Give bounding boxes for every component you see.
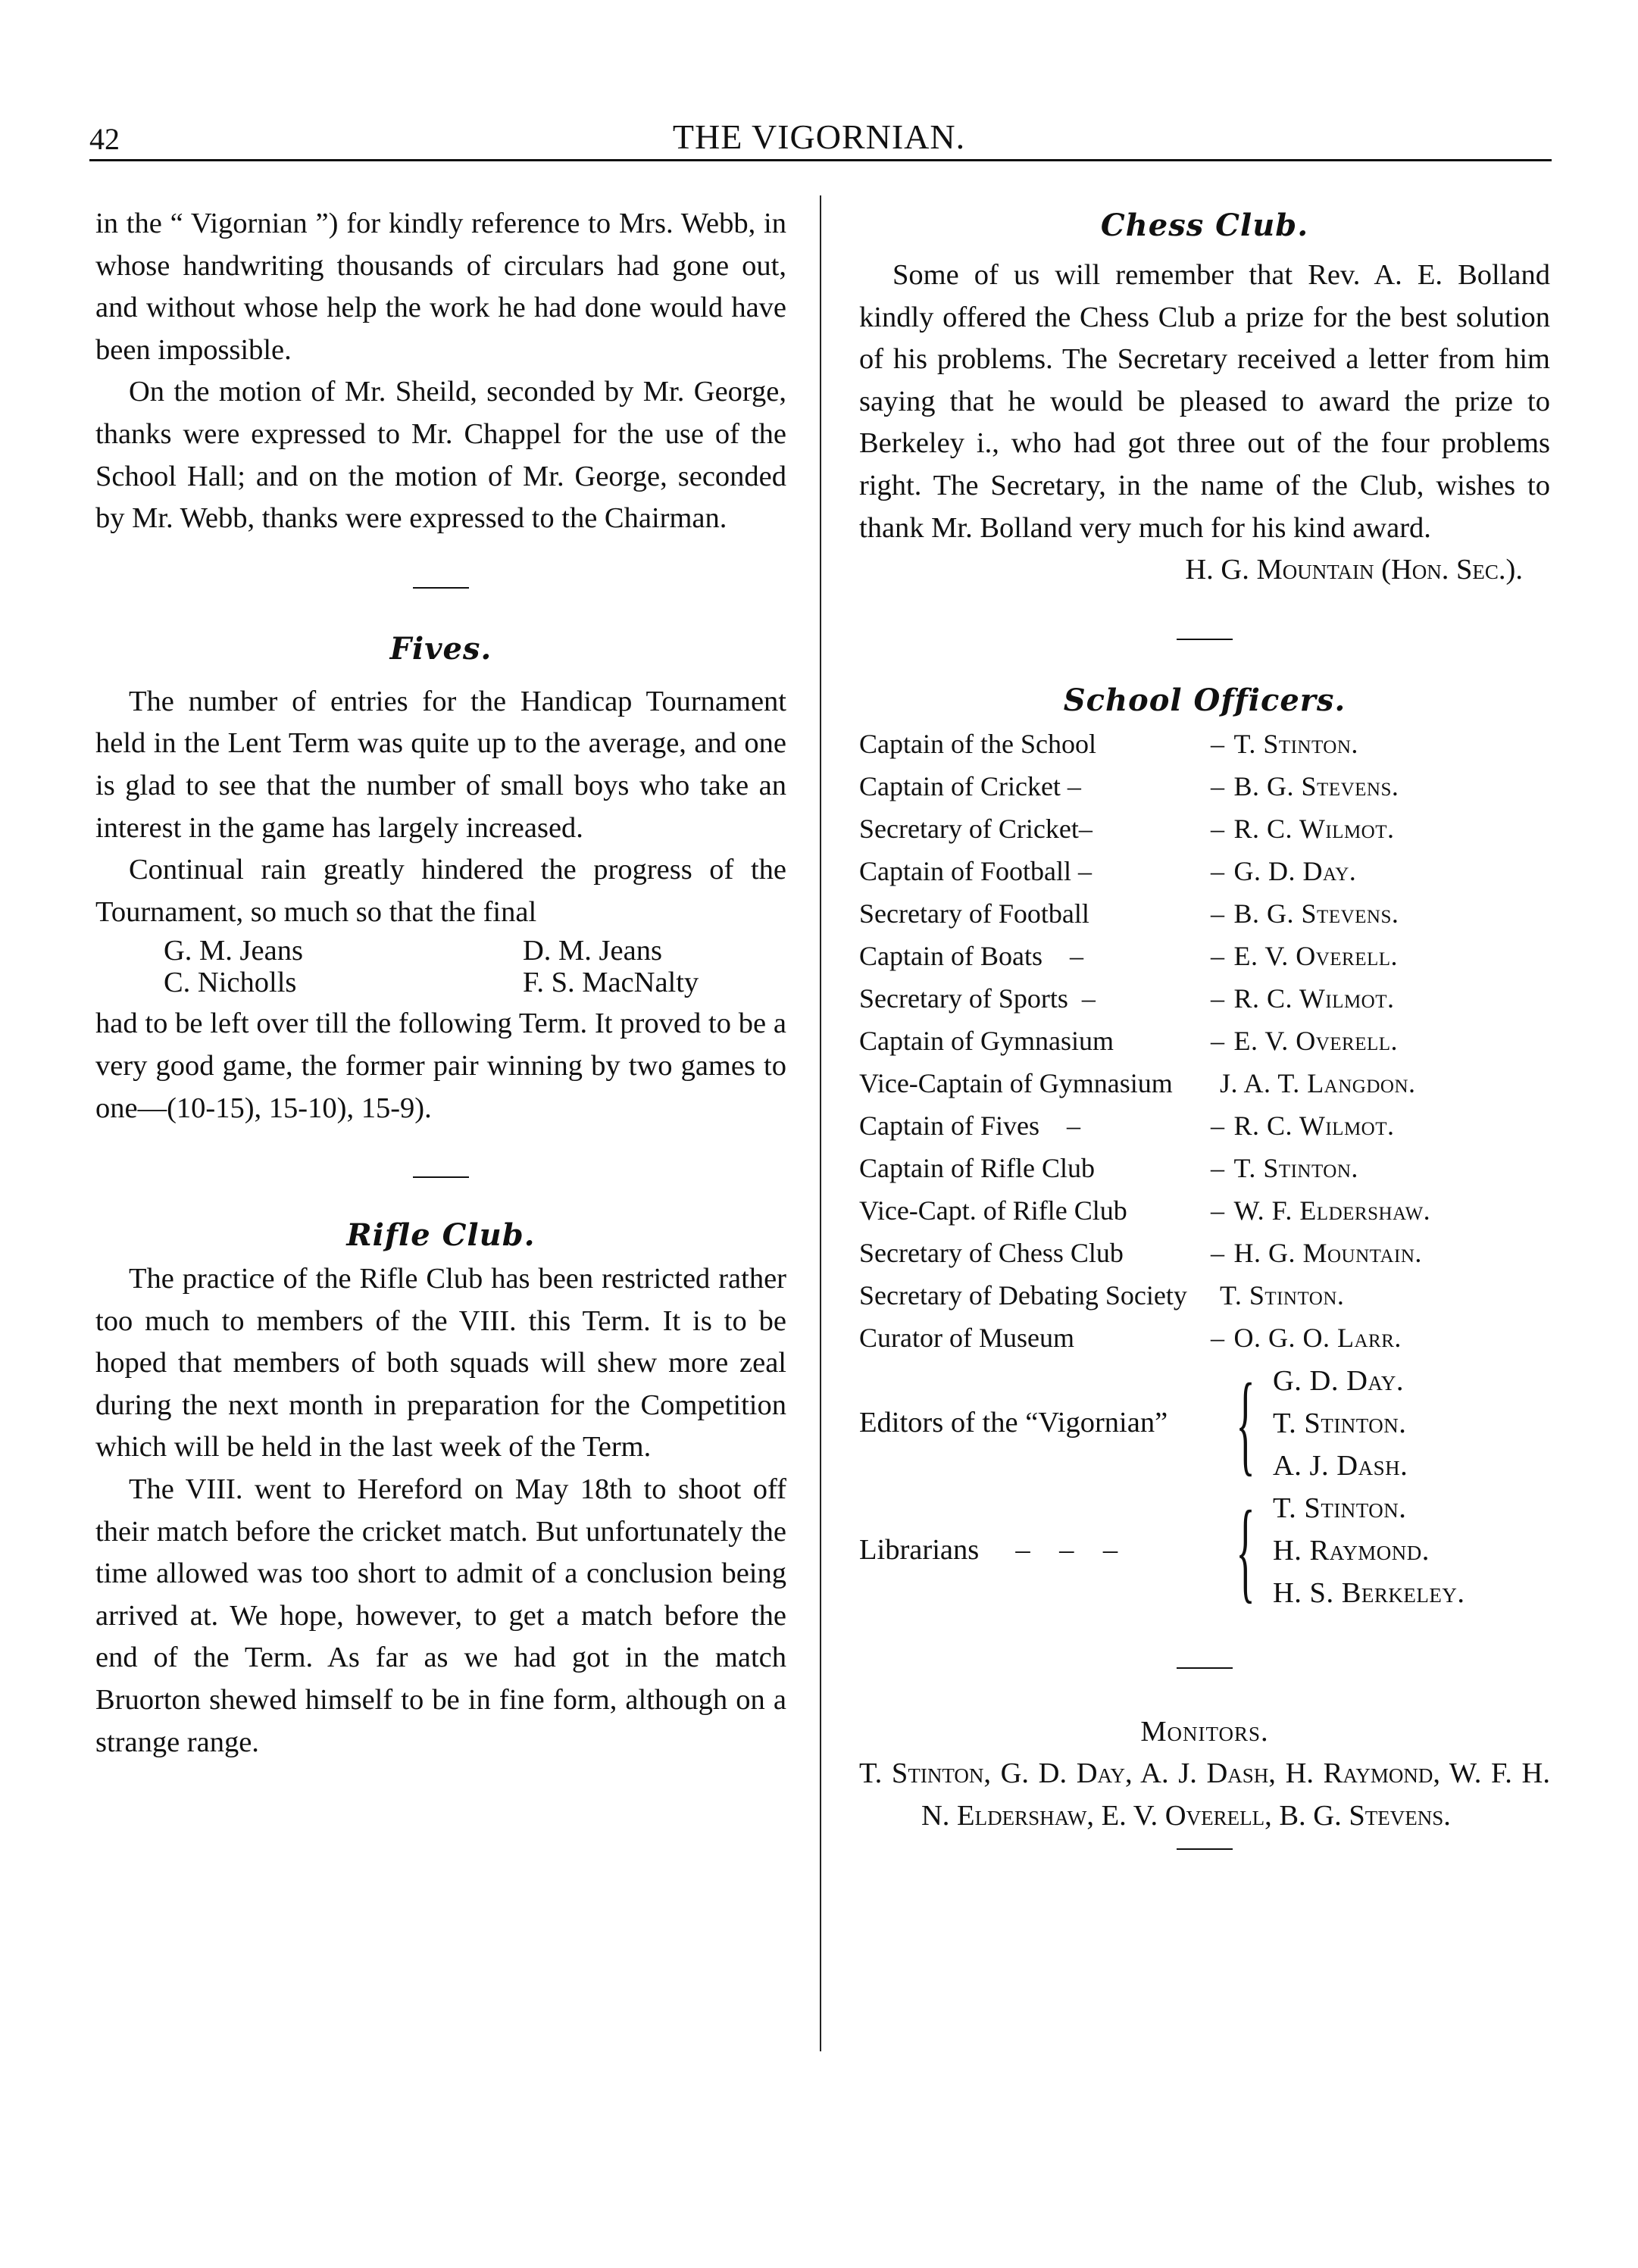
rifle-club-heading: Rifle Club. <box>346 1217 536 1254</box>
finalist-right-1: D. M. Jeans <box>523 935 662 967</box>
officer-row <box>859 1105 1550 1148</box>
officer-role: Captain of Boats – <box>859 940 1083 971</box>
school-officers-heading: School Officers. <box>1063 682 1346 718</box>
finalist-left-1: G. M. Jeans <box>164 935 303 967</box>
chess-club-heading: Chess Club. <box>1100 208 1309 243</box>
finalist-pairs <box>95 935 786 998</box>
brace: { <box>1236 1487 1255 1614</box>
officer-holder <box>1211 893 1550 936</box>
intro-paragraph: in the “ Vigornian ”) for kindly reference to Mrs. Webb, in whose handwriting thousands of circulars had gone out, and without whose help the work he had done would have been impossible. <box>95 208 786 366</box>
finalist-right-2: F. S. MacNalty <box>523 967 699 999</box>
fives-heading: Fives. <box>389 630 492 667</box>
officer-holder <box>1211 1232 1550 1275</box>
officer-holder <box>1211 808 1550 851</box>
officer-holder <box>1211 1063 1550 1105</box>
librarian-name: H. S. Berkeley. <box>1273 1576 1465 1609</box>
librarian-name: H. Raymond. <box>1273 1534 1430 1567</box>
fives-paragraph-3: had to be left over till the following Term. It proved to be a very good game, the former pair winning by two games to one—(10-15), 15-10), 15-9). <box>95 1007 786 1124</box>
officer-role: Captain of Cricket – <box>859 770 1081 801</box>
officer-row <box>859 808 1550 851</box>
officer-holder <box>1211 1105 1550 1148</box>
officer-separator: – <box>1211 1237 1225 1268</box>
officer-role: Captain of Fives – <box>859 1110 1080 1141</box>
rifle-paragraph-1: The practice of the Rifle Club has been restricted rather too much to members of the VIII. this Term. It is to be hoped that members of both squads will shew more zeal during the next month in preparation for the Competition which will be held in the last week of the Term. <box>95 1263 786 1464</box>
left-column <box>95 203 786 1763</box>
officer-row <box>859 851 1550 893</box>
officer-separator: – <box>1211 770 1225 801</box>
officer-role: Captain of Rifle Club <box>859 1152 1095 1183</box>
editors-block <box>859 1360 1550 1487</box>
officer-role: Secretary of Chess Club <box>859 1237 1124 1268</box>
officer-name: B. G. Stevens. <box>1233 770 1399 801</box>
header-rule <box>89 159 1552 161</box>
officer-row <box>859 1317 1550 1360</box>
officer-role: Secretary of Debating Society <box>859 1279 1187 1311</box>
officer-row <box>859 936 1550 978</box>
librarians-role: Librarians – – – <box>859 1533 1118 1566</box>
officer-row <box>859 1063 1550 1105</box>
editors-role: Editors of the “Vigornian” <box>859 1406 1168 1439</box>
officer-row <box>859 1275 1550 1317</box>
officer-name: E. V. Overell. <box>1233 940 1399 971</box>
column-divider <box>820 195 821 2051</box>
officer-name: G. D. Day. <box>1233 855 1357 886</box>
finalist-left-2: C. Nicholls <box>164 967 297 999</box>
officer-row <box>859 723 1550 766</box>
officer-role: Secretary of Football <box>859 898 1089 929</box>
officer-holder <box>1211 978 1550 1020</box>
section-divider <box>1177 1848 1233 1850</box>
officer-holder <box>1211 1275 1550 1317</box>
officer-role: Captain of Football – <box>859 855 1092 886</box>
officer-role: Captain of Gymnasium <box>859 1025 1114 1056</box>
running-title: THE VIGORNIAN. <box>672 117 966 156</box>
officers-table <box>859 723 1550 1360</box>
officer-name: J. A. T. Langdon. <box>1220 1067 1416 1098</box>
officer-row <box>859 1232 1550 1275</box>
officer-row <box>859 1020 1550 1063</box>
officer-row <box>859 1190 1550 1232</box>
officer-separator: – <box>1211 1152 1225 1183</box>
officer-role: Curator of Museum <box>859 1322 1074 1353</box>
chess-paragraph: Some of us will remember that Rev. A. E. Bolland kindly offered the Chess Club a prize for the best solution of his problems. The Secretary received a letter from him saying that he would be pleased to award the prize to Berkeley i., who had got three out of the four problems right. The Secretary, in the name of the Club, wishes to thank Mr. Bolland very much for his kind award. <box>859 259 1550 544</box>
officer-row <box>859 1148 1550 1190</box>
officer-role: Vice-Capt. of Rifle Club <box>859 1195 1127 1226</box>
officer-holder <box>1211 1020 1550 1063</box>
right-column <box>859 203 1550 1850</box>
librarians-block <box>859 1487 1550 1614</box>
officer-holder <box>1211 1148 1550 1190</box>
officer-name: H. G. Mountain. <box>1233 1237 1422 1268</box>
fives-paragraph-2: Continual rain greatly hindered the progress of the Tournament, so much so that the final <box>95 854 786 928</box>
officer-holder <box>1211 1317 1550 1360</box>
officer-separator: – <box>1211 982 1225 1014</box>
librarians-names <box>1273 1487 1465 1614</box>
officer-name: R. C. Wilmot. <box>1233 813 1395 844</box>
thanks-paragraph: On the motion of Mr. Sheild, seconded by Mr. George, thanks were expressed to Mr. Chappel for the use of the School Hall; and on the motion of Mr. George, seconded by Mr. Webb, thanks were expressed to the Chairman. <box>95 376 786 535</box>
editors-names <box>1273 1360 1408 1487</box>
officer-holder <box>1211 766 1550 808</box>
officer-separator: – <box>1211 728 1225 759</box>
officer-separator: – <box>1211 855 1225 886</box>
officer-name: R. C. Wilmot. <box>1233 1110 1395 1141</box>
monitors-list: T. Stinton, G. D. Day, A. J. Dash, H. Raymond, W. F. H. N. Eldershaw, E. V. Overell, B. G. Stevens. <box>859 1757 1550 1832</box>
rifle-paragraph-2: The VIII. went to Hereford on May 18th to shoot off their match before the cricket match. But unfortunately the time allowed was too short to admit of a conclusion being arrived at. We hope, however, to get a match before the end of the Term. As far as we had got in the match Bruorton shewed himself to be in fine form, although on a strange range. <box>95 1473 786 1758</box>
officer-row <box>859 978 1550 1020</box>
officer-name: R. C. Wilmot. <box>1233 982 1395 1014</box>
officer-role: Captain of the School <box>859 728 1096 759</box>
editor-name: G. D. Day. <box>1273 1364 1405 1397</box>
officer-separator: – <box>1211 1025 1225 1056</box>
page-number: 42 <box>89 122 120 156</box>
officer-holder <box>1211 723 1550 766</box>
officer-role: Secretary of Sports – <box>859 982 1096 1014</box>
monitors-heading: Monitors. <box>1140 1715 1269 1748</box>
officer-name: O. G. O. Larr. <box>1233 1322 1402 1353</box>
officer-holder <box>1211 936 1550 978</box>
officer-holder <box>1211 851 1550 893</box>
editor-name: T. Stinton. <box>1273 1407 1407 1439</box>
officer-separator: – <box>1211 813 1225 844</box>
officer-name: T. Stinton. <box>1233 728 1358 759</box>
officer-separator: – <box>1211 1110 1225 1141</box>
officer-separator: – <box>1211 1195 1225 1226</box>
fives-paragraph-1: The number of entries for the Handicap Tournament held in the Lent Term was quite up to the average, and one is glad to see that the number of small boys who take an interest in the game has largely increased. <box>95 685 786 844</box>
officer-name: E. V. Overell. <box>1233 1025 1399 1056</box>
officer-holder <box>1211 1190 1550 1232</box>
officer-name: W. F. Eldershaw. <box>1233 1195 1431 1226</box>
officer-name: T. Stinton. <box>1220 1279 1345 1311</box>
brace: { <box>1236 1360 1255 1486</box>
officer-role: Secretary of Cricket– <box>859 813 1093 844</box>
officer-separator: – <box>1211 898 1225 929</box>
officer-role: Vice-Captain of Gymnasium <box>859 1067 1173 1098</box>
editor-name: A. J. Dash. <box>1273 1449 1408 1482</box>
officer-row <box>859 766 1550 808</box>
officer-row <box>859 893 1550 936</box>
officer-separator: – <box>1211 1322 1225 1353</box>
officer-name: B. G. Stevens. <box>1233 898 1399 929</box>
chess-signature: H. G. Mountain (Hon. Sec.). <box>1185 554 1523 586</box>
librarian-name: T. Stinton. <box>1273 1492 1407 1524</box>
officer-separator: – <box>1211 940 1225 971</box>
officer-name: T. Stinton. <box>1233 1152 1358 1183</box>
